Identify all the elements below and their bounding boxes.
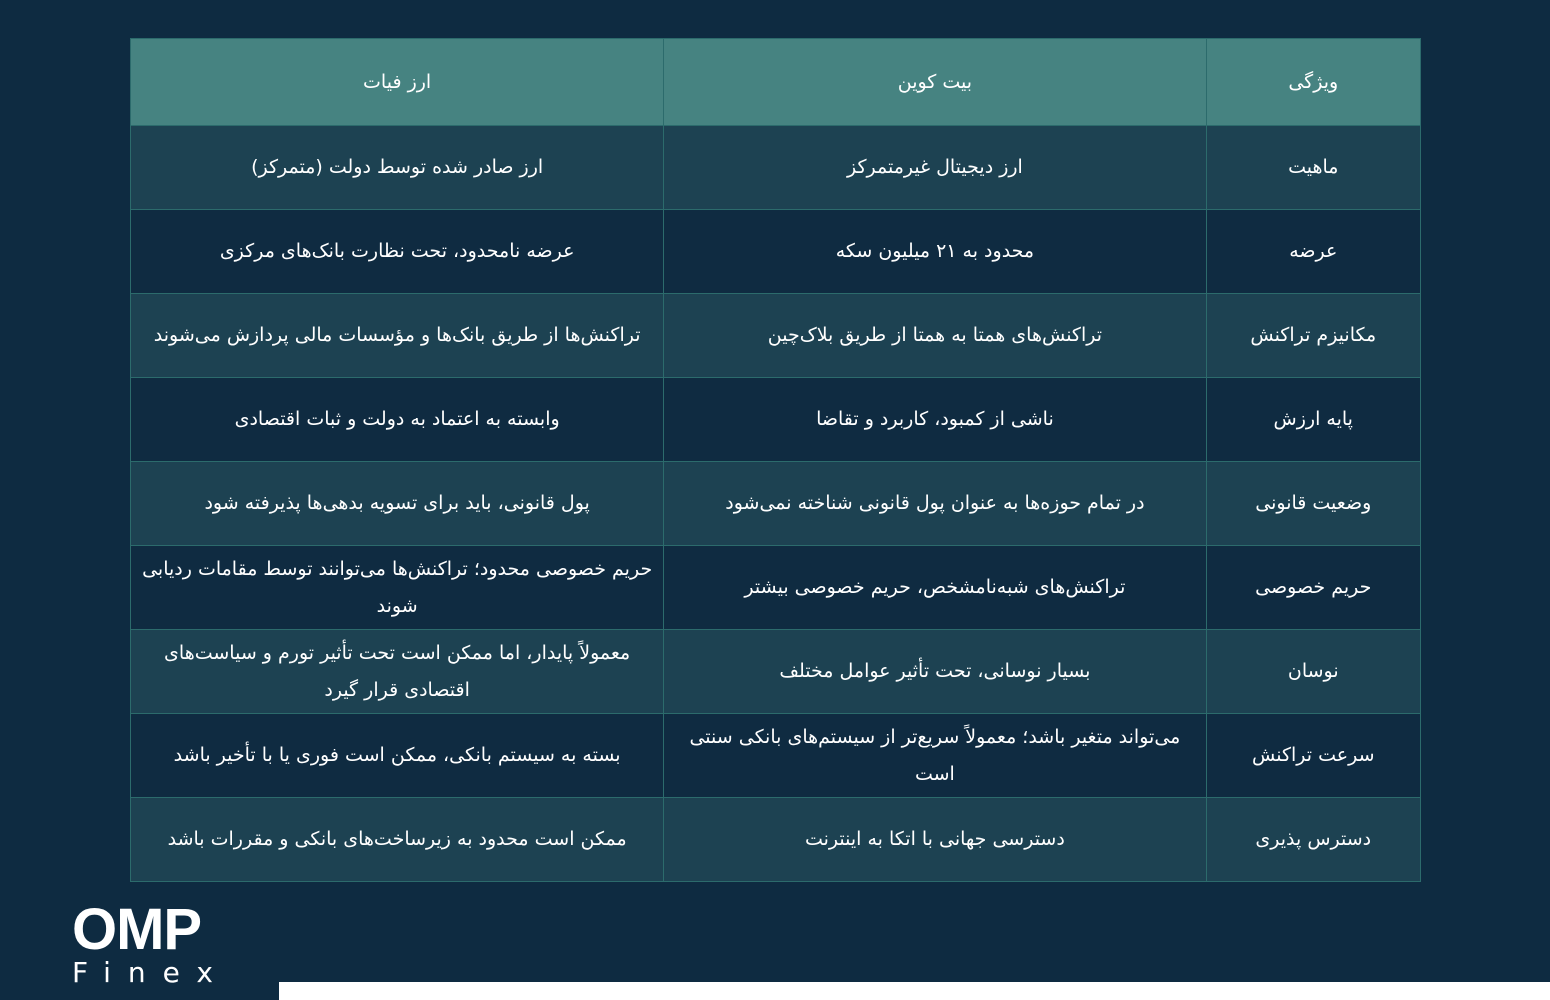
bitcoin-cell: دسترسی جهانی با اتکا به اینترنت [664, 798, 1206, 882]
bitcoin-cell: محدود به ۲۱ میلیون سکه [664, 210, 1206, 294]
logo-omp: OMP [72, 897, 202, 962]
table-header-row [131, 39, 1421, 126]
table-row [131, 798, 1421, 882]
header-bitcoin: بیت کوین [664, 39, 1206, 126]
logo-finex: Finex [72, 956, 230, 989]
feature-cell: ماهیت [1206, 126, 1420, 210]
fiat-cell: وابسته به اعتماد به دولت و ثبات اقتصادی [131, 378, 664, 462]
header-fiat: ارز فیات [131, 39, 664, 126]
header-feature: ویژگی [1206, 39, 1420, 126]
fiat-cell: ممکن است محدود به زیرساخت‌های بانکی و مقررات باشد [131, 798, 664, 882]
bitcoin-cell: در تمام حوزه‌ها به عنوان پول قانونی شناخته نمی‌شود [664, 462, 1206, 546]
table-row [131, 630, 1421, 714]
table-row [131, 714, 1421, 798]
bottom-bar [279, 982, 1550, 1000]
table-row [131, 462, 1421, 546]
bitcoin-cell: ارز دیجیتال غیرمتمرکز [664, 126, 1206, 210]
fiat-cell: بسته به سیستم بانکی، ممکن است فوری یا با تأخیر باشد [131, 714, 664, 798]
feature-cell: وضعیت قانونی [1206, 462, 1420, 546]
bitcoin-cell: ناشی از کمبود، کاربرد و تقاضا [664, 378, 1206, 462]
fiat-cell: معمولاً پایدار، اما ممکن است تحت تأثیر تورم و سیاست‌های اقتصادی قرار گیرد [131, 630, 664, 714]
bitcoin-cell: تراکنش‌های همتا به همتا از طریق بلاک‌چین [664, 294, 1206, 378]
table-row [131, 210, 1421, 294]
comparison-table [130, 38, 1421, 882]
feature-cell: نوسان [1206, 630, 1420, 714]
bitcoin-cell: بسیار نوسانی، تحت تأثیر عوامل مختلف [664, 630, 1206, 714]
bitcoin-cell: می‌تواند متغیر باشد؛ معمولاً سریع‌تر از سیستم‌های بانکی سنتی است [664, 714, 1206, 798]
table-row [131, 546, 1421, 630]
feature-cell: حریم خصوصی [1206, 546, 1420, 630]
feature-cell: دسترس پذیری [1206, 798, 1420, 882]
fiat-cell: حریم خصوصی محدود؛ تراکنش‌ها می‌توانند توسط مقامات ردیابی شوند [131, 546, 664, 630]
omp-finex-logo [72, 897, 230, 990]
fiat-cell: تراکنش‌ها از طریق بانک‌ها و مؤسسات مالی پردازش می‌شوند [131, 294, 664, 378]
fiat-cell: پول قانونی، باید برای تسویه بدهی‌ها پذیرفته شود [131, 462, 664, 546]
feature-cell: پایه ارزش [1206, 378, 1420, 462]
table-row [131, 378, 1421, 462]
fiat-cell: ارز صادر شده توسط دولت (متمرکز) [131, 126, 664, 210]
feature-cell: سرعت تراکنش [1206, 714, 1420, 798]
fiat-cell: عرضه نامحدود، تحت نظارت بانک‌های مرکزی [131, 210, 664, 294]
feature-cell: مکانیزم تراکنش [1206, 294, 1420, 378]
bitcoin-cell: تراکنش‌های شبه‌نامشخص، حریم خصوصی بیشتر [664, 546, 1206, 630]
table-row [131, 126, 1421, 210]
feature-cell: عرضه [1206, 210, 1420, 294]
table-row [131, 294, 1421, 378]
